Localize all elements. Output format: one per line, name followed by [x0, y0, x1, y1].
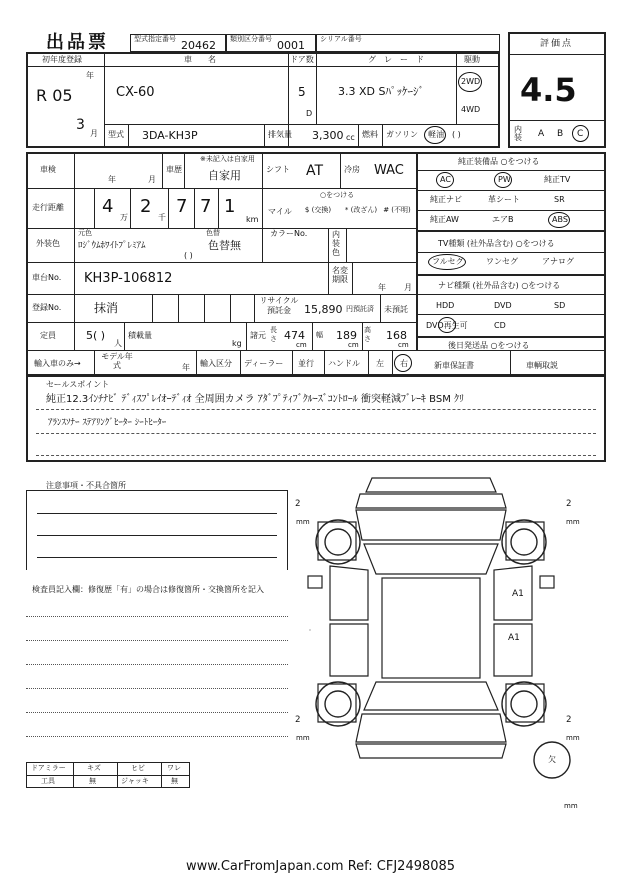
fuel-gasoline: ガソリン — [386, 130, 418, 139]
tv-analog: アナログ — [542, 257, 574, 266]
inspection-month: 月 — [148, 175, 156, 184]
mileage-digit-1: 4 — [102, 196, 114, 217]
capacity-unit: 人 — [114, 339, 122, 348]
equip-navi: 純正ナビ — [430, 195, 462, 204]
doors-sub: D — [306, 109, 313, 118]
interior-color-label: 内装色 — [332, 230, 340, 257]
interior-b: B — [557, 129, 564, 139]
equip-sr: SR — [554, 195, 565, 204]
name-change-label: 名変期限 — [332, 266, 348, 284]
damage-mark-1: A1 — [512, 589, 524, 599]
notice-label: 注意事項・不具合箇所 — [46, 481, 126, 490]
class-number-value: 0001 — [277, 39, 305, 52]
score-label: 評価点 — [540, 39, 574, 49]
displacement-label: 排気量 — [268, 130, 292, 139]
vehicle-block — [26, 52, 500, 148]
nav-cd: CD — [494, 321, 506, 330]
load-label: 積載量 — [128, 331, 152, 340]
legend-break: ワレ — [167, 764, 181, 772]
car-name-label: 車名 — [184, 55, 232, 64]
width-label: 幅 — [316, 331, 323, 339]
drive-2wd: 2WD — [461, 77, 481, 86]
shift-value: AT — [306, 163, 324, 179]
doors-label: ドア数 — [290, 55, 314, 64]
equip-pw: PW — [498, 175, 511, 184]
category-note: ※未記入は自家用 — [200, 155, 255, 163]
inspection-year: 年 — [108, 175, 116, 184]
genuine-label: 純正装備品 ○をつける — [458, 157, 540, 166]
recycle-label: リサイクル預託金 — [259, 296, 299, 315]
later-label: 後日発送品 ○をつける — [448, 341, 530, 350]
first-reg-label: 初年度登録 — [42, 55, 82, 64]
mileage-exchange: $ (交換) — [304, 206, 332, 214]
interior-label: 内装 — [514, 125, 522, 142]
car-name: CX-60 — [116, 85, 155, 100]
nav-dvd: DVD — [494, 301, 512, 310]
handle-right: 右 — [400, 359, 408, 368]
inspector-label: 検査員記入欄：修復歴「有」の場合は修復箇所・交換箇所を記入 — [32, 585, 264, 594]
recycle-status: 未預託 — [384, 305, 408, 314]
mileage-digit-5: 1 — [224, 196, 236, 217]
handle-right-circle — [394, 354, 412, 372]
first-reg-month: 3 — [76, 117, 85, 133]
doors-value: 5 — [298, 85, 306, 99]
drive-2wd-circle — [458, 72, 482, 92]
color-name: ﾛｼﾞｳﾑﾎﾜｲﾄﾌﾟﾚﾐｱﾑ — [78, 241, 146, 251]
fuel-label: 燃料 — [362, 130, 378, 139]
capacity-label: 定員 — [40, 331, 56, 340]
serial-number-label: シリアル番号 — [320, 35, 362, 43]
tire-rr-unit: mm — [566, 734, 580, 742]
score-box — [508, 32, 606, 148]
sales-point-line2: ｱﾗﾝｽｿﾅｰ ｽﾃｱﾘﾝｸﾞﾋｰﾀｰ ｼｰﾄﾋｰﾀｰ — [48, 418, 167, 428]
mileage-digit-2: 2 — [140, 196, 152, 217]
notice-area — [26, 490, 288, 570]
class-number-box — [226, 34, 316, 52]
grade-value: 3.3 XD Sﾊﾟｯｹｰｼﾞ — [338, 85, 424, 98]
legend-crack: ヒビ — [131, 764, 145, 772]
load-unit: kg — [232, 339, 242, 348]
equip-ac: AC — [440, 175, 451, 184]
score-value: 4.5 — [520, 71, 577, 109]
sheet-title: 出品票 — [46, 32, 109, 53]
color-label: 外装色 — [36, 239, 60, 248]
mileage-tamper: * (改ざん) — [344, 206, 378, 214]
equip-ac-circle — [436, 172, 454, 188]
capacity-value: 5( ) — [86, 329, 106, 342]
type-number-label: 型式指定番号 — [134, 35, 176, 43]
class-number-label: 類別区分番号 — [230, 35, 272, 43]
legend-jack-value: 無 — [171, 777, 178, 785]
details-table — [26, 152, 606, 376]
dims-label: 諸元 — [250, 331, 266, 340]
tire-fl-value: 2 — [295, 499, 301, 509]
fuel-diesel-circle — [424, 126, 446, 144]
recycle-value: 15,890 — [304, 303, 343, 316]
tire-rl-unit: mm — [296, 734, 310, 742]
sales-point-box — [26, 376, 606, 462]
model-label: 型式 — [108, 130, 124, 139]
tire-fr-unit: mm — [566, 518, 580, 526]
name-change-month: 月 — [404, 283, 412, 292]
recycle-unit: 円預託済 — [346, 305, 374, 313]
tv-fullseg-circle — [428, 254, 466, 270]
category-value: 自家用 — [208, 169, 241, 182]
first-reg-month-label: 月 — [90, 129, 98, 138]
ac-label: 冷房 — [344, 165, 360, 174]
height-unit: cm — [398, 341, 409, 349]
drive-4wd: 4WD — [461, 105, 481, 114]
registration-label: 登録No. — [32, 303, 62, 312]
equip-leather: 革シート — [488, 195, 520, 204]
equip-tv: 純正TV — [544, 175, 571, 184]
mileage-unit: km — [246, 215, 259, 224]
first-reg-year-label: 年 — [86, 71, 94, 80]
chassis-value: KH3P-106812 — [84, 271, 173, 286]
model-code: 3DA-KH3P — [142, 129, 198, 142]
equip-abs-circle — [548, 212, 570, 228]
legend-tools: 工具 — [41, 777, 55, 785]
mileage-circle-note: ○をつける — [320, 191, 355, 199]
mileage-man: 万 — [120, 213, 128, 222]
displacement-value: 3,300 — [312, 129, 344, 142]
sales-point-line1: 純正12.3ｲﾝﾁﾅﾋﾞ ﾃﾞｨｽﾌﾟﾚｲｵｰﾃﾞｨｵ 全周囲カメラ ｱﾀﾞﾌﾟﾃｨﾌﾞｸﾙｰｽﾞｺﾝﾄﾛｰﾙ 衝突軽減ﾌﾞﾚｰｷ BSM ｸﾘ — [46, 394, 464, 405]
nav-sd: SD — [554, 301, 566, 310]
tv-oneseg: ワンセグ — [486, 257, 518, 266]
legend-scratch: キズ — [87, 764, 101, 772]
displacement-unit: cc — [346, 133, 355, 142]
ac-value: WAC — [374, 163, 404, 178]
color-orig-label: 元色 — [78, 229, 92, 237]
interior-c-circle — [572, 125, 589, 142]
mileage-unknown: # (不明) — [383, 206, 411, 214]
legend-door-mirror: ドアミラー — [31, 764, 66, 772]
mileage-digit-3: 7 — [176, 196, 188, 217]
footer-watermark: www.CarFromJapan.com Ref: CFJ2498085 — [186, 859, 456, 874]
tire-fr-value: 2 — [566, 499, 572, 509]
legend-tools-value: 無 — [89, 777, 96, 785]
color-change-other: ( ) — [184, 251, 193, 260]
nav-type-label: ナビ種類 (社外品含む) ○をつける — [438, 281, 561, 290]
interior-c: C — [577, 129, 584, 139]
import-label: 輸入車のみ→ — [34, 359, 81, 368]
name-change-year: 年 — [378, 283, 386, 292]
color-no-label: カラーNo. — [270, 229, 308, 238]
shift-label: シフト — [266, 165, 290, 174]
length-value: 474 — [284, 329, 305, 342]
inspection-label: 車検 — [40, 165, 56, 174]
sales-point-label: セールスポイント — [46, 380, 110, 389]
type-number-box — [130, 34, 226, 52]
tire-rl-value: 2 — [295, 715, 301, 725]
spare-unit: mm — [564, 802, 578, 810]
mileage-label: 走行距離 — [32, 203, 64, 212]
equip-airbag: エアB — [492, 215, 514, 224]
import-parallel: 並行 — [298, 359, 314, 368]
tire-rr-value: 2 — [566, 715, 572, 725]
tire-fl-unit: mm — [296, 518, 310, 526]
type-number-value: 20462 — [181, 39, 216, 52]
length-unit: cm — [296, 341, 307, 349]
height-value: 168 — [386, 329, 407, 342]
handle-left: 左 — [376, 359, 384, 368]
length-label: 長さ — [270, 326, 277, 343]
equip-pw-circle — [494, 172, 512, 188]
car-diagram — [290, 470, 610, 810]
spare-tire-label: 欠 — [548, 755, 556, 764]
model-year-unit: 年 — [182, 363, 190, 372]
interior-a: A — [538, 129, 545, 139]
equip-abs: ABS — [552, 215, 568, 224]
serial-number-box — [316, 34, 500, 52]
fuel-other: ( ) — [452, 130, 461, 139]
legend-jack: ジャッキ — [121, 777, 149, 785]
height-label: 高さ — [364, 326, 371, 343]
grade-label: グレード — [368, 55, 432, 64]
inspector-area — [26, 596, 288, 756]
legend-table — [26, 762, 190, 788]
drive-label: 駆動 — [464, 55, 480, 64]
later-warranty: 新車保証書 — [434, 361, 474, 370]
registration-value: 抹消 — [94, 301, 119, 315]
color-change-value: 色替無 — [208, 239, 241, 252]
import-type-label: 輸入区分 — [200, 359, 232, 368]
mileage-digit-4: 7 — [200, 196, 212, 217]
nav-dvd-play: DVD再生可 — [426, 321, 468, 330]
chassis-label: 車台No. — [32, 273, 62, 282]
first-reg-era: R 05 — [36, 86, 73, 105]
width-unit: cm — [348, 341, 359, 349]
later-manual: 車輌取説 — [526, 361, 558, 370]
color-change-label: 色替 — [206, 229, 220, 237]
nav-dvd-play-circle — [438, 317, 456, 333]
import-dealer: ディーラー — [244, 359, 284, 368]
handle-label: ハンドル — [328, 359, 360, 368]
damage-mark-2: A1 — [508, 633, 520, 643]
equip-aw: 純正AW — [430, 215, 459, 224]
mile-label: マイル — [268, 207, 292, 216]
tv-fullseg: フルセグ — [432, 257, 464, 266]
tv-type-label: TV種類 (社外品含む) ○をつける — [438, 239, 555, 248]
model-year-label: モデル年式 — [101, 352, 133, 370]
width-value: 189 — [336, 329, 357, 342]
fuel-diesel: 軽油 — [428, 130, 444, 139]
category-label: 車歴 — [166, 165, 182, 174]
nav-hdd: HDD — [436, 301, 455, 310]
mileage-sen: 千 — [158, 213, 166, 222]
